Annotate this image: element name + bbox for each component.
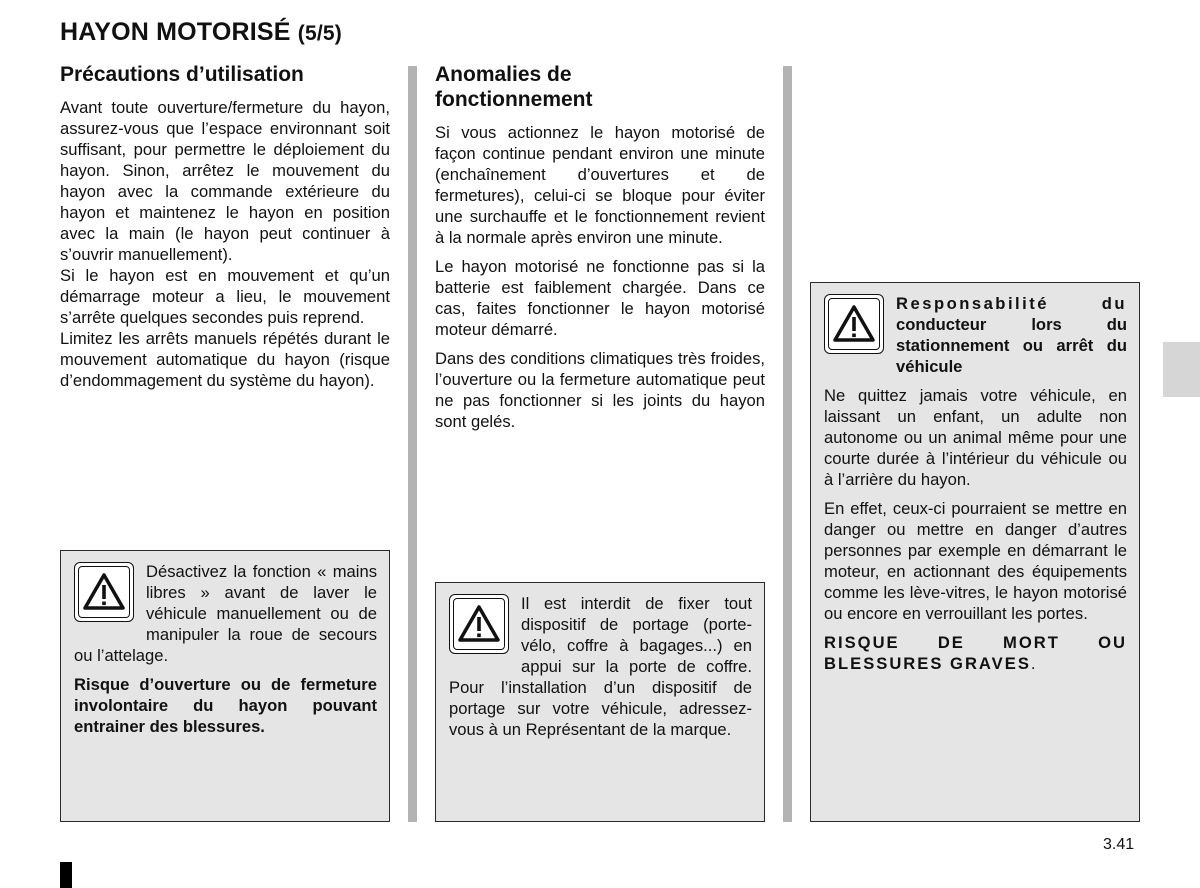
heading-line: fonctionnement [435,88,593,111]
column-divider [783,66,792,822]
paragraph: Le hayon motorisé ne fonctionne pas si la batterie est faiblement chargée. Dans ce cas, faites fonctionner le hayon motorisé moteur démarré. [435,257,765,339]
risk-statement [824,632,1127,674]
paragraph: Dans des conditions climatiques très froides, l’ouverture ou la fermeture automatique peut ne pas fonctionner si les joints du hayon sont gelés. [435,349,765,431]
paragraph: Avant toute ouverture/fermeture du hayon, assurez-vous que l’espace environnant soit suffisant, pour permettre le déploiement du hayon. Sinon, arrêtez le mouvement du hayon avec la commande extérieure du hayon et maintenez le hayon en position avec la main (le hayon peut continuer à s’ouvrir manuellement). [60,98,390,264]
warning-title-rest: conducteur lors du stationnement ou arrêt du véhicule [896,315,1127,376]
risk-text: RISQUE DE MORT OU BLESSURES GRAVES [824,633,1127,673]
column-divider [408,66,417,822]
warning-box-mains-libres [60,550,390,822]
column-anomalies [435,62,765,440]
page-title-suffix: (5/5) [297,22,342,45]
section-heading-anomalies [435,62,765,112]
paragraph: En effet, ceux-ci pourraient se mettre en danger ou mettre en danger d’autres personnes par exemple en démarrant le moteur, en actionnant des équipements comme les lève-vitres, le hayon motorisé ou encore en verrouillant les portes. [824,499,1127,623]
page-title [60,18,342,47]
warning-triangle-icon [449,594,509,654]
paragraph: Ne quittez jamais votre véhicule, en laissant un enfant, un adulte non autonome ou un animal même pour une courte durée à l’intérieur du véhicule ou à l’arrière du hayon. [824,386,1127,489]
warning-box-responsabilite [810,282,1140,822]
paragraph: Si le hayon est en mouvement et qu’un démarrage moteur a lieu, le mouvement s’arrête quelques secondes puis reprend. [60,266,390,327]
column-precautions [60,62,390,391]
warning-text: Il est interdit de fixer tout dispositif de portage (porte-vélo, coffre à bagages...) en appui sur la porte de coffre. Pour l’installation d’un dispositif de portage sur votre véhicule, adressez-vous à un Représentant de la marque. [449,594,752,739]
warning-triangle-icon [74,562,134,622]
risk-period: . [1030,654,1036,673]
warning-triangle-icon [824,294,884,354]
paragraph: Limitez les arrêts manuels répétés durant le mouvement automatique du hayon (risque d’endommagement du système du hayon). [60,329,390,390]
heading-line: Anomalies de [435,63,572,86]
page-title-text: HAYON MOTORISÉ [60,18,291,46]
chapter-side-tab [1163,342,1200,397]
corner-mark [60,862,72,888]
paragraph: Si vous actionnez le hayon motorisé de façon continue pendant environ une minute (enchaînement d’ouvertures et de fermetures), celui-ci se bloque pour éviter une surchauffe et le fonctionnement revient à la normale après environ une minute. [435,123,765,247]
warning-text: Désactivez la fonction « mains libres » avant de laver le véhicule manuellement ou de manipuler la roue de secours ou l’attelage. [74,562,377,665]
warning-title-first: Responsabilité du [896,294,1127,313]
page-number: 3.41 [1103,836,1135,853]
warning-bold-text: Risque d’ouverture ou de fermeture involontaire du hayon pouvant entrainer des blessures. [74,675,377,736]
section-heading-precautions: Précautions d’utilisation [60,63,304,86]
warning-box-portage [435,582,765,822]
